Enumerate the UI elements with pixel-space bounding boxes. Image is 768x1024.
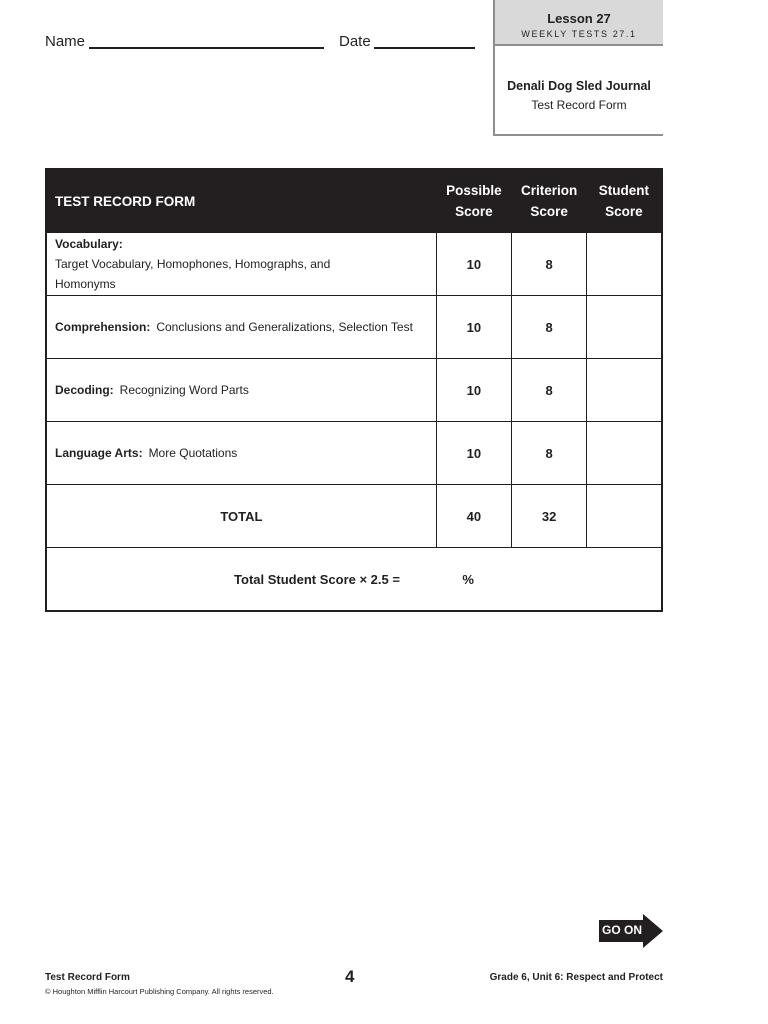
possible-score-cell: 10 <box>436 359 511 422</box>
total-possible: 40 <box>436 485 511 548</box>
table-row <box>46 296 662 359</box>
possible-score-cell: 10 <box>436 296 511 359</box>
footer-form-name: Test Record Form <box>45 972 130 983</box>
student-score-cell[interactable] <box>587 359 662 422</box>
table-header-row <box>46 169 662 233</box>
total-student[interactable] <box>587 485 662 548</box>
formula-row <box>46 548 662 612</box>
story-title: Denali Dog Sled Journal <box>507 79 651 93</box>
criterion-score-cell: 8 <box>512 296 587 359</box>
test-record-table <box>45 168 663 612</box>
date-label: Date <box>339 33 371 50</box>
header-form: TEST RECORD FORM <box>46 169 436 233</box>
student-score-cell[interactable] <box>587 233 662 296</box>
row-comprehension-desc: Comprehension: Conclusions and Generalizations, Selection Test <box>46 296 436 359</box>
total-label: TOTAL <box>46 485 436 548</box>
percent-sign: % <box>462 571 474 587</box>
lesson-body <box>495 46 663 113</box>
lesson-header <box>495 0 663 46</box>
table-row <box>46 422 662 485</box>
lesson-title: Lesson 27 <box>547 11 611 26</box>
formula-cell <box>46 548 662 612</box>
header-criterion: Criterion Score <box>512 169 587 233</box>
header-possible: Possible Score <box>436 169 511 233</box>
criterion-score-cell: 8 <box>512 422 587 485</box>
form-title: Test Record Form <box>531 98 627 112</box>
criterion-score-cell: 8 <box>512 233 587 296</box>
lesson-subtitle: WEEKLY TESTS 27.1 <box>521 29 637 39</box>
footer-grade-unit: Grade 6, Unit 6: Respect and Protect <box>489 972 663 983</box>
row-decoding-desc: Decoding: Recognizing Word Parts <box>46 359 436 422</box>
footer-copyright: © Houghton Mifflin Harcourt Publishing Company. All rights reserved. <box>45 987 274 996</box>
name-line[interactable] <box>89 47 324 49</box>
name-label: Name <box>45 33 86 50</box>
lesson-box <box>493 0 663 136</box>
total-row <box>46 485 662 548</box>
footer <box>45 969 663 999</box>
criterion-score-cell: 8 <box>512 359 587 422</box>
page-number: 4 <box>345 967 355 986</box>
possible-score-cell: 10 <box>436 422 511 485</box>
date-line[interactable] <box>374 47 475 49</box>
student-score-cell[interactable] <box>587 296 662 359</box>
student-score-cell[interactable] <box>587 422 662 485</box>
go-on-label: GO ON <box>602 923 643 937</box>
total-criterion: 32 <box>512 485 587 548</box>
formula-text: Total Student Score × 2.5 = <box>234 571 400 587</box>
row-language-arts-desc: Language Arts: More Quotations <box>46 422 436 485</box>
row-vocabulary-desc: Vocabulary:Target Vocabulary, Homophones, Homographs, and Homonyms <box>46 233 436 296</box>
table-row <box>46 233 662 296</box>
possible-score-cell: 10 <box>436 233 511 296</box>
table-row <box>46 359 662 422</box>
go-on-arrow <box>599 914 663 948</box>
header-student: Student Score <box>587 169 662 233</box>
